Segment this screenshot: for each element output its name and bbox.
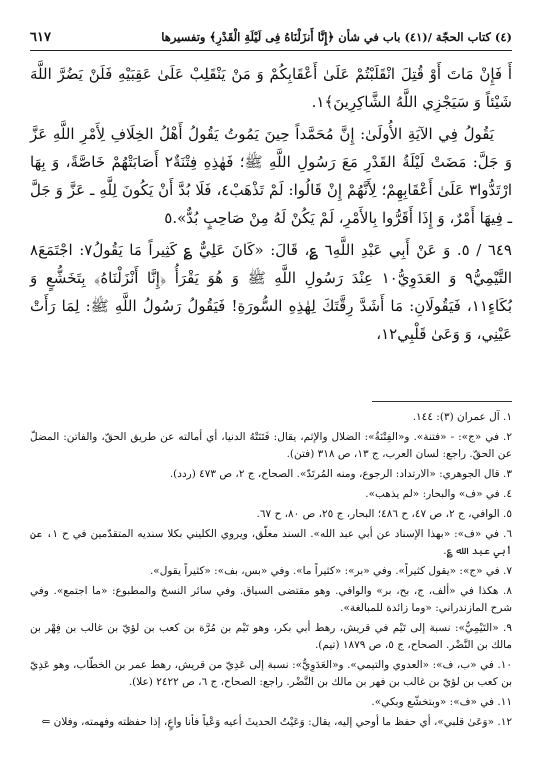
footnote-5: ٥. الوافي، ج ٢، ص ٤٧، ح ٤٨٦؛ البحار، ج ٢٥، ص ٨٠، ح ٦٧. — [256, 508, 512, 520]
footnote-divider — [372, 401, 512, 402]
paragraph-2: يَقُولُ فِي الآيَةِ الأُولَىٰ: إِنَّ مُحَمَّداً حِينَ يَمُوتُ يَقُولُ أَهْلُ الخِلَافِ لِأَمْرِ اللَّهِ عَزَّ وَ جَلَّ: مَضَتْ لَيْلَةُ القَدْرِ مَعَ رَسُولِ اللَّهِ ﷺ؛ فَهٰذِهِ فِتْنَةٌ٢ أَصَابَتْهُمْ خَاصَّةً، وَ بِهَا ارْتَدُّوا٣ عَلَىٰ أَعْقَابِهِمْ؛ لِأَنَّهُمْ إِنْ قَالُوا: لَمْ تَذْهَبْ٤، فَلَا بُدَّ أَنْ يَكُونَ لِلَّهِ ـ عَزَّ وَ جَلَّ ـ فِيهَا أَمْرٌ، وَ إِذَا أَقَرُّوا بِالأَمْرِ، لَمْ يَكُنْ لَهُ مِنْ صَاحِبٍ بُدٌّ».٥ — [30, 125, 513, 227]
footnote-4: ٤. في «ف» والبحار: «لم يذهب». — [365, 488, 512, 500]
footnote-11: ١١. في «ف»: «وبتخشّع وبكي». — [371, 696, 512, 708]
page-header — [30, 24, 512, 51]
footnote-2: ٢. في «ج»: - «فتنة». و«الفِتْنَةُ»: الضلال والإثم، يقال: فَتَنَتْهُ الدنيا، أي أمالته عن طريق الحقّ، والفاتن: المضلّ عن الحقّ. راجع: لسان العرب، ج ١٣، ص ٣١٨ (فتن). — [30, 431, 512, 460]
footnote-9: ٩. «التَيْمِيُّ»: نسبة إلى تَيْم في قريش، رهط أبي بكر، وهو تَيْم بن مُرَّة بن كعب بن لؤيّ بن غالب بن فِهْر بن مالك بن النَّضْر. الصحاح، ج ٥، ص ١٨٧٩ (تيم). — [30, 622, 512, 651]
footnote-8: ٨. هكذا في «ألف، ج، بح، بر» والوافي. وهو مقتضى السياق. وفي سائر النسخ والمطبوع: «ما اجتمع». وفي شرح المازندراني: «وما زائدة للمبالغة». — [30, 585, 512, 614]
paragraph-1: أَ فَإِنْ مَاتَ أَوْ قُتِلَ انْقَلَبْتُمْ عَلَىٰ أَعْقَابِكُمْ وَ مَنْ يَنْقَلِبْ عَلَىٰ عَقِبَيْهِ فَلَنْ يَضُرَّ اللَّهَ شَيْئاً وَ سَيَجْزِي اللَّهُ الشَّاكِرِينَ﴾١. — [30, 65, 512, 111]
footnote-3: ٣. قال الجوهري: «الارتداد: الرجوع، ومنه المُرتَدّ». الصحاح، ج ٢، ص ٤٧٣ (ردد). — [169, 468, 512, 480]
footnotes — [30, 409, 512, 734]
footnote-1: ١. آل عمران (٣): ١٤٤. — [412, 411, 512, 423]
footnote-6: ٦. في «ف»: «بهذا الإسناد عن أبي عبد الله». السند معلّق، ويروي الكليني بكلا سنديه المتقدّمين في ح ١، عن أبي عبد الله ؏. — [30, 528, 513, 557]
main-text — [30, 60, 512, 352]
footnote-10: ١٠. في «ب، ف»: «العدوي والتيمي». و«العَدَوِيُّ»: نسبة إلى عَدِيّ من قريش، رهط عمر بن الخطّاب، وهو عَدِيّ بن كعب بن لؤيّ بن غالب بن فهر بن مالك بن النَّضْر. راجع: الصحاح، ج ٦، ص ٢٤٢٢ (علا). — [30, 659, 512, 688]
chapter-title: (٤) كتاب الحجّة /(٤١) باب في شأن ﴿إِنَّا أَنزَلْنَاهُ فِى لَيْلَةِ الْقَدْرِ﴾ وتفسيرها — [161, 30, 512, 44]
page-number: ٦١٧ — [30, 29, 51, 45]
paragraph-3: ٦٤٩ / ٥. وَ عَنْ أَبِي عَبْدِ اللَّهِ٦ ؏، قَالَ: «كَانَ عَلِيٌّ ؏ كَثِيراً مَا يَقُولُ٧: اجْتَمَعَ٨ التَّيْمِيُّ٩ وَ العَدَوِيُّ١٠ عِنْدَ رَسُولِ اللَّهِ ﷺ وَ هُوَ يَقْرَأُ ﴿إِنَّا أَنْزَلْنَاهُ﴾ بِتَخَشُّعٍ وَ بُكَاءٍ١١، فَيَقُولَانِ: مَا أَشَدَّ رِقَّتَكَ لِهٰذِهِ السُّورَةِ! فَيَقُولُ رَسُولُ اللَّهِ ﷺ: لِمَا رَأَتْ عَيْنِي، وَ وَعَىٰ قَلْبِي١٢، — [30, 241, 512, 343]
footnote-12: ١٢. «وَعَىٰ قلبي»، أي حفظ ما أوحي إليه، يقال: وَعَيْتُ الحديثَ أعيه وَعْياً فأنا واعٍ، إذا حفظته وفهمته، وفلان ⇐ — [41, 716, 512, 728]
footnote-7: ٧. في «ج»: «يقول كثيراً». وفي «بر»: «كثيراً ما». وفي «بس، بف»: «كثيراً يقول». — [149, 565, 512, 577]
